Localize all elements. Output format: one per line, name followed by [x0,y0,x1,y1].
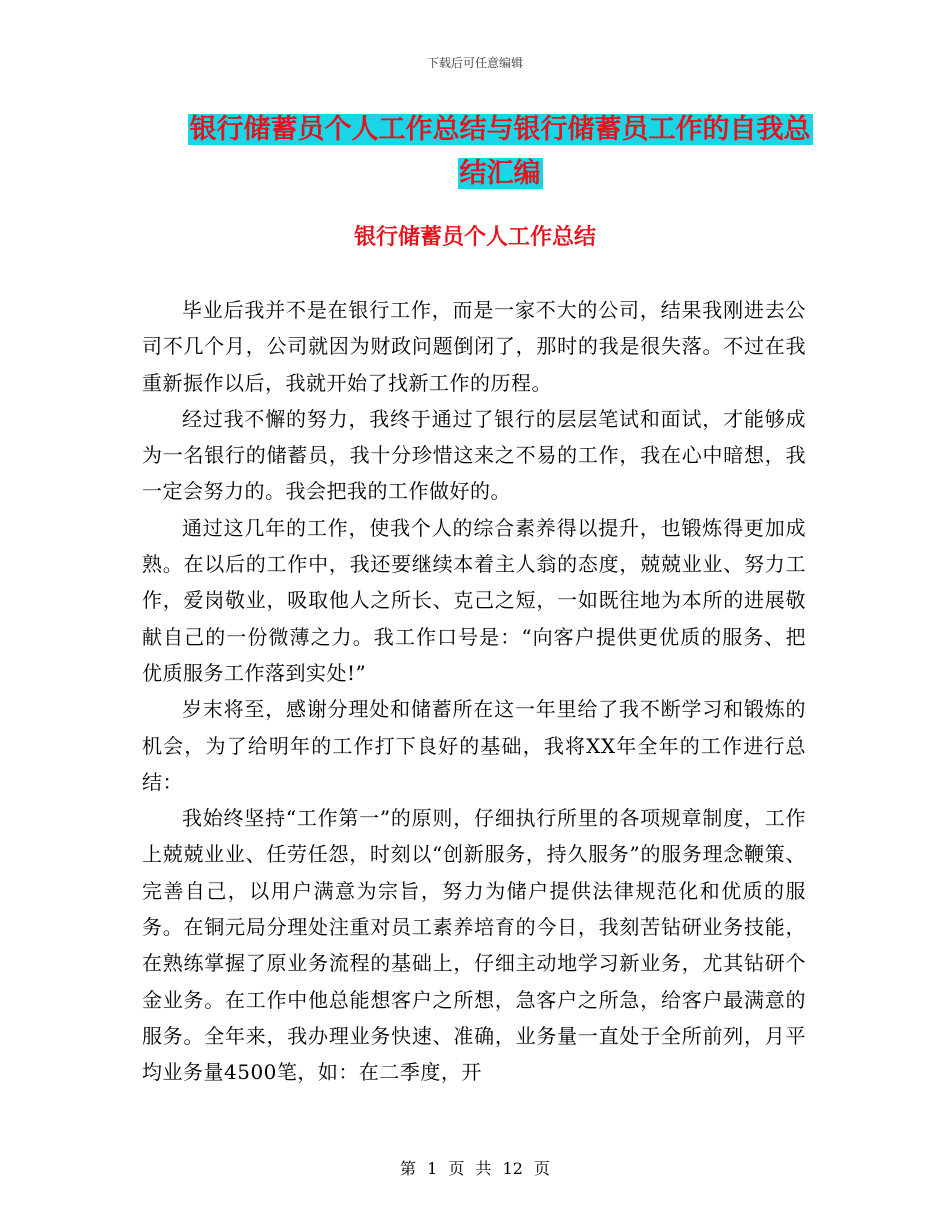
paragraph: 我始终坚持“工作第一”的原则，仔细执行所里的各项规章制度，工作上兢兢业业、任劳任怨，时刻以“创新服务，持久服务”的服务理念鞭策、完善自己，以用户满意为宗旨，努力为储户提供法律规范化和优质的服务。在铜元局分理处注重对员工素养培育的今日，我刻苦钻研业务技能，在熟练掌握了原业务流程的基础上，仔细主动地学习新业务，尤其钻研个金业务。在工作中他总能想客户之所想，急客户之所急，给客户最满意的服务。全年来，我办理业务快速、准确，业务量一直处于全所前列，月平均业务量4500笔，如：在二季度，开 [142,806,806,1085]
page-number: 第 1 页 共 12 页 [400,1159,550,1178]
document-title [150,108,850,196]
paragraph: 毕业后我并不是在银行工作，而是一家不大的公司，结果我刚进去公司不几个月，公司就因为财政问题倒闭了，那时的我是很失落。不过在我重新振作以后，我就开始了找新工作的历程。 [142,298,806,395]
header-note: 下载后可任意编辑 [426,56,523,70]
section-title: 银行储蓄员个人工作总结 [353,225,596,250]
document-body [142,292,806,1091]
paragraph: 经过我不懈的努力，我终于通过了银行的层层笔试和面试，才能够成为一名银行的储蓄员，我十分珍惜这来之不易的工作，我在心中暗想，我一定会努力的。我会把我的工作做好的。 [142,406,806,504]
paragraph: 岁末将至，感谢分理处和储蓄所在这一年里给了我不断学习和锻炼的机会，为了给明年的工作打下良好的基础，我将XX年全年的工作进行总结： [142,697,806,794]
document-title-line-2: 结汇编 [459,158,541,189]
document-title-line-1: 银行储蓄员个人工作总结与银行储蓄员工作的自我总 [189,114,811,145]
paragraph: 通过这几年的工作，使我个人的综合素养得以提升，也锻炼得更加成熟。在以后的工作中，我还要继续本着主人翁的态度，兢兢业业、努力工作，爱岗敬业，吸取他人之所长、克己之短，一如既往地为本所的进展敬献自己的一份微薄之力。我工作口号是：“向客户提供更优质的服务、把优质服务工作落到实处!” [142,515,806,685]
